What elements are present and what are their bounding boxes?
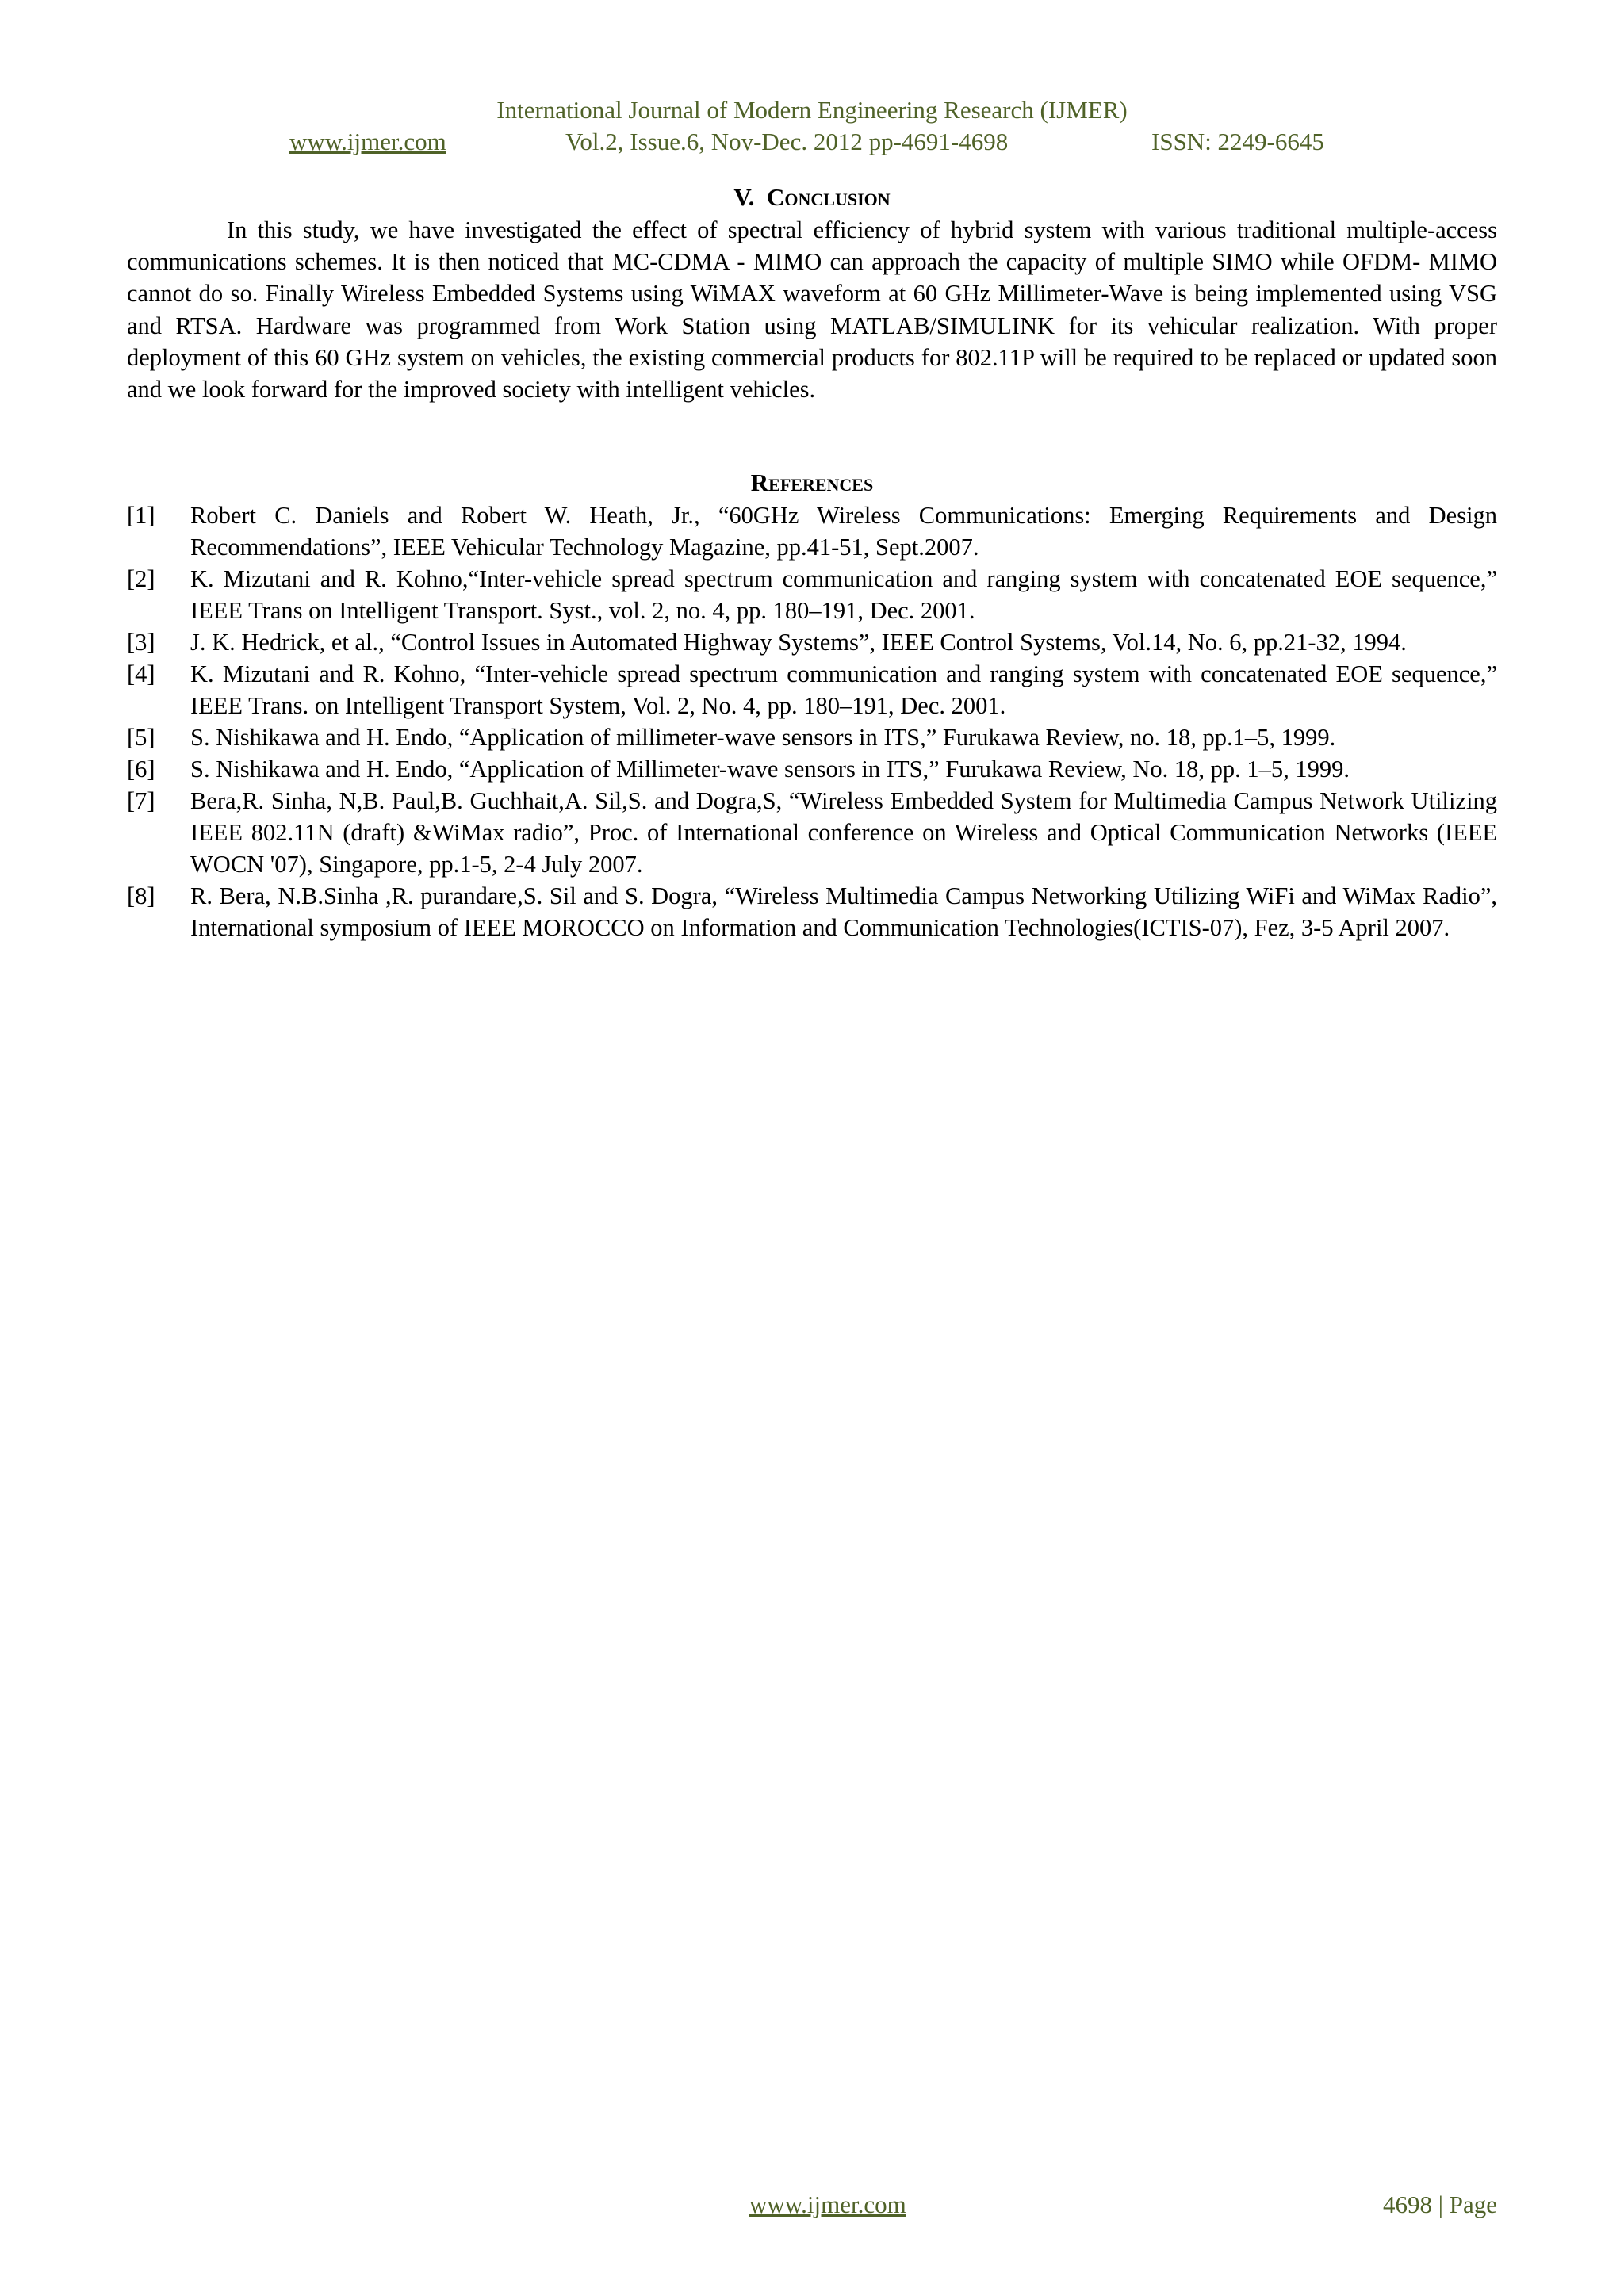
references-heading: References xyxy=(750,469,874,496)
section-heading xyxy=(127,182,1497,212)
reference-number: [6] xyxy=(127,756,155,783)
reference-item xyxy=(127,785,1497,880)
reference-text: S. Nishikawa and H. Endo, “Application of millimeter-wave sensors in ITS,” Furukawa Review, no. 18, pp.1–5, 1999. xyxy=(190,724,1336,751)
section-number: V. xyxy=(733,183,755,211)
reference-number: [2] xyxy=(127,565,155,592)
reference-text: Robert C. Daniels and Robert W. Heath, Jr., “60GHz Wireless Communications: Emerging Requirements and Design Recommendations”, IEEE Vehicular Technology Magazine, pp.41-51, Sept.2007. xyxy=(190,502,1497,561)
reference-item xyxy=(127,658,1497,721)
reference-text: R. Bera, N.B.Sinha ,R. purandare,S. Sil and S. Dogra, “Wireless Multimedia Campus Networking Utilizing WiFi and WiMax Radio”, International symposium of IEEE MOROCCO on Information and Communication Technologies(ICTIS-07), Fez, 3-5 April 2007. xyxy=(190,882,1497,941)
reference-item xyxy=(127,721,1497,753)
reference-text: K. Mizutani and R. Kohno,“Inter-vehicle spread spectrum communication and ranging system with concatenated EOE sequence,” IEEE Trans on Intelligent Transport. Syst., vol. 2, no. 4, pp. 180–191, Dec. 2001. xyxy=(190,565,1497,624)
reference-item xyxy=(127,499,1497,563)
journal-title: International Journal of Modern Engineering Research (IJMER) xyxy=(496,96,1128,124)
reference-number: [3] xyxy=(127,629,155,656)
conclusion-paragraph: In this study, we have investigated the effect of spectral efficiency of hybrid system with various traditional multiple-access communications schemes. It is then noticed that MC-CDMA - MIMO can approach the capacity of multiple SIMO while OFDM- MIMO cannot do so. Finally Wireless Embedded Systems using WiMAX waveform at 60 GHz Millimeter-Wave is being implemented using VSG and RTSA. Hardware was programmed from Work Station using MATLAB/SIMULINK for its vehicular realization. With proper deployment of this 60 GHz system on vehicles, the existing commercial products for 802.11P will be required to be replaced or updated soon and we look forward for the improved society with intelligent vehicles. xyxy=(127,216,1497,404)
issn: ISSN: 2249-6645 xyxy=(1151,128,1324,155)
reference-text: K. Mizutani and R. Kohno, “Inter-vehicle spread spectrum communication and ranging system with concatenated EOE sequence,” IEEE Trans. on Intelligent Transport System, Vol. 2, No. 4, pp. 180–191, Dec. 2001. xyxy=(190,660,1497,719)
reference-number: [4] xyxy=(127,660,155,687)
reference-number: [1] xyxy=(127,502,155,529)
reference-item xyxy=(127,880,1497,943)
reference-text: J. K. Hedrick, et al., “Control Issues in Automated Highway Systems”, IEEE Control Systems, Vol.14, No. 6, pp.21-32, 1994. xyxy=(190,629,1407,656)
header-url-link[interactable]: www.ijmer.com xyxy=(289,128,446,155)
section-title: Conclusion xyxy=(767,183,891,211)
reference-item xyxy=(127,563,1497,626)
journal-header xyxy=(127,95,1497,157)
footer-url-link[interactable]: www.ijmer.com xyxy=(749,2191,906,2218)
journal-meta-line xyxy=(127,127,1497,157)
reference-item xyxy=(127,753,1497,785)
volume-info: Vol.2, Issue.6, Nov-Dec. 2012 pp-4691-4698 xyxy=(565,128,1009,155)
reference-number: [5] xyxy=(127,724,155,751)
reference-number: [8] xyxy=(127,882,155,909)
reference-text: S. Nishikawa and H. Endo, “Application of Millimeter-wave sensors in ITS,” Furukawa Review, No. 18, pp. 1–5, 1999. xyxy=(190,756,1350,783)
reference-item xyxy=(127,626,1497,658)
reference-number: [7] xyxy=(127,787,155,814)
page-number: 4698 | Page xyxy=(1383,2191,1497,2218)
reference-text: Bera,R. Sinha, N,B. Paul,B. Guchhait,A. Sil,S. and Dogra,S, “Wireless Embedded System for Multimedia Campus Network Utilizing IEEE 802.11N (draft) &WiMax radio”, Proc. of International conference on Wireless and Optical Communication Networks (IEEE WOCN '07), Singapore, pp.1-5, 2-4 July 2007. xyxy=(190,787,1497,878)
reference-list xyxy=(127,499,1497,943)
